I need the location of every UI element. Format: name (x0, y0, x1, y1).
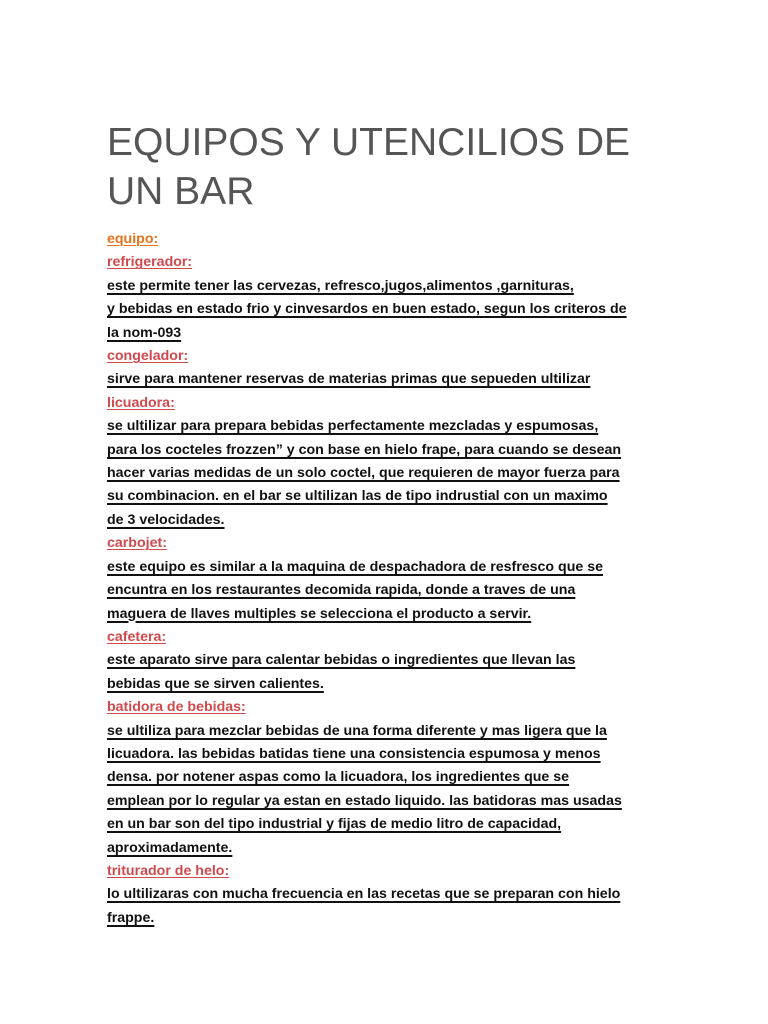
section-body-line: este permite tener las cervezas, refresco,jugos,alimentos ,garnituras, (107, 277, 574, 294)
section-heading: batidora de bebidas: (107, 699, 246, 716)
section-heading: congelador: (107, 348, 189, 365)
section-body-line: hacer varias medidas de un solo coctel, que requieren de mayor fuerza para (107, 465, 620, 482)
section (107, 345, 667, 392)
section-body-line: este aparato sirve para calentar bebidas o ingredientes que llevan las (107, 652, 576, 669)
section-heading: carbojet: (107, 535, 167, 552)
document-page (107, 118, 667, 930)
section-heading: cafetera: (107, 628, 167, 645)
section-body-line: se ultiliza para mezclar bebidas de una forma diferente y mas ligera que la (107, 722, 607, 739)
section (107, 626, 667, 696)
section-body-line: emplean por lo regular ya estan en estado liquido. las batidoras mas usadas (107, 792, 622, 809)
section (107, 392, 667, 532)
section-body-line: su combinacion. en el bar se ultilizan las de tipo indrustial con un maximo (107, 488, 608, 505)
section-body-line: este equipo es similar a la maquina de despachadora de resfresco que se (107, 558, 603, 575)
section-heading: triturador de helo: (107, 862, 230, 879)
section (107, 251, 667, 345)
section (107, 860, 667, 930)
section-body-line: densa. por notener aspas como la licuadora, los ingredientes que se (107, 769, 570, 786)
section (107, 532, 667, 626)
section-body-line: encuntra en los restaurantes decomida rapida, donde a traves de una (107, 582, 576, 599)
section-body-line: y bebidas en estado frio y cinvesardos en buen estado, segun los criteros de (107, 301, 627, 318)
section-body-line: de 3 velocidades. (107, 511, 225, 528)
sections-container (107, 251, 667, 930)
section-body-line: lo ultilizaras con mucha frecuencia en las recetas que se preparan con hielo (107, 886, 621, 903)
section-body-line: frappe. (107, 909, 155, 926)
section-body-line: aproximadamente. (107, 839, 233, 856)
section (107, 696, 667, 860)
intro-heading: equipo: (107, 231, 159, 247)
section-heading: refrigerador: (107, 254, 193, 271)
section-body-line: licuadora. las bebidas batidas tiene una consistencia espumosa y menos (107, 745, 601, 762)
section-body-line: se ultilizar para prepara bebidas perfectamente mezcladas y espumosas, (107, 418, 599, 435)
section-body-line: maguera de llaves multiples se selecciona el producto a servir. (107, 605, 532, 622)
section-body-line: sirve para mantener reservas de materias primas que sepueden ultilizar (107, 371, 591, 388)
section-heading: licuadora: (107, 394, 175, 411)
document-title: EQUIPOS Y UTENCILIOS DE UN BAR (107, 121, 631, 213)
section-body-line: bebidas que se sirven calientes. (107, 675, 324, 692)
section-body-line: en un bar son del tipo industrial y fijas de medio litro de capacidad, (107, 816, 562, 833)
section-body-line: para los cocteles frozzen” y con base en hielo frape, para cuando se desean (107, 441, 622, 458)
section-body-line: la nom-093 (107, 324, 182, 341)
